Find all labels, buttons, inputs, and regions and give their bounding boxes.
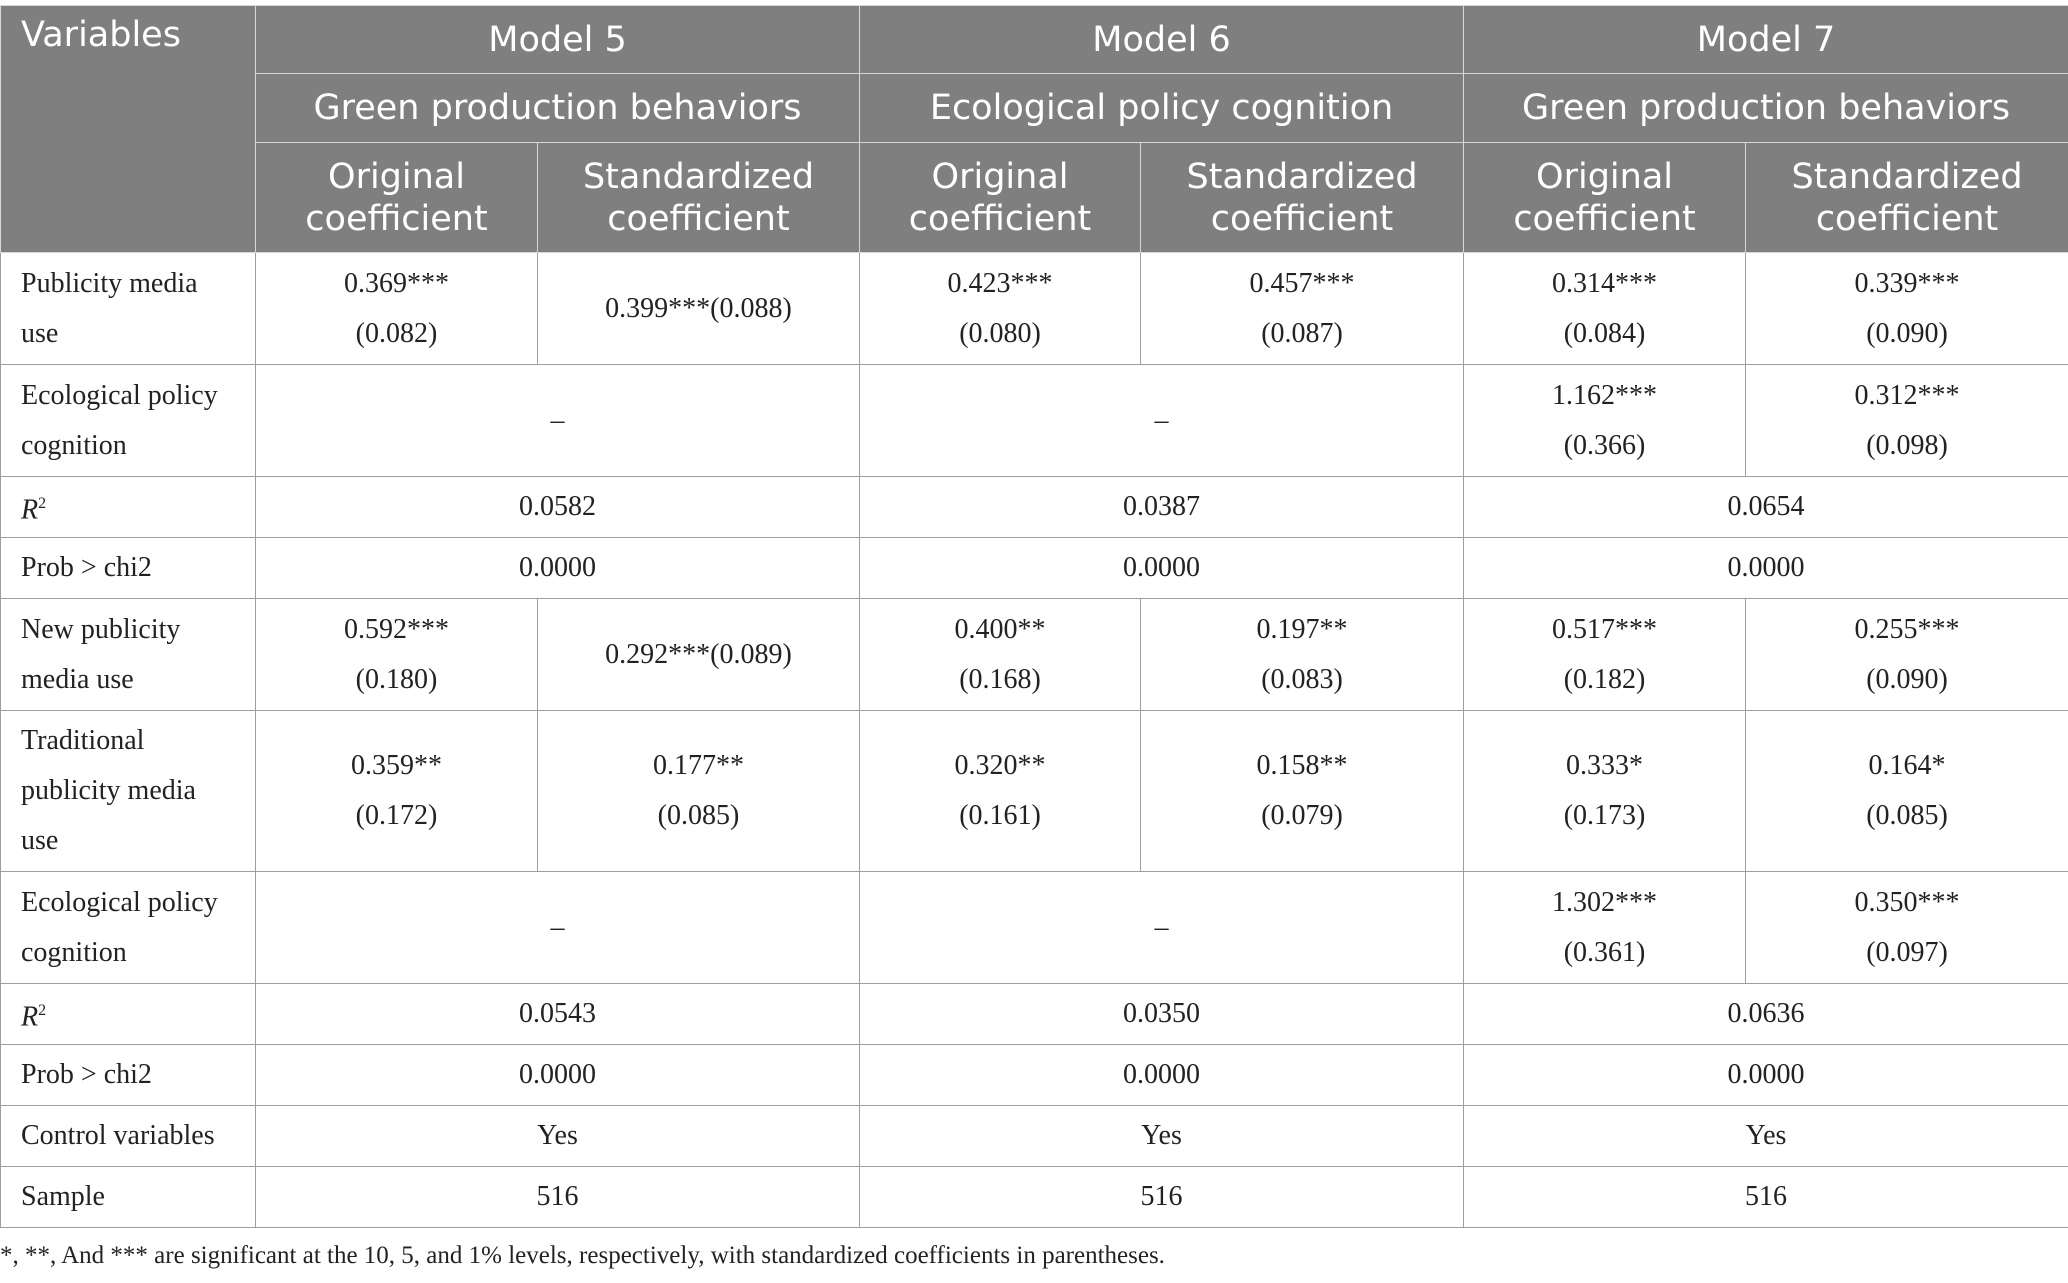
row-label: Ecological policy cognition [1,365,256,477]
cell-m7: 0.0000 [1464,1045,2068,1106]
model-6-header: Model 6 [860,6,1464,74]
cell-m6: 0.0000 [860,538,1464,599]
cell-m5: Yes [256,1106,860,1167]
row-label: Prob > chi2 [1,538,256,599]
cell-m6-original: 0.320** (0.161) [860,711,1141,872]
model-7-dependent: Green production behaviors [1464,74,2068,143]
row-label: New publicity media use [1,599,256,711]
cell-m7-original: 1.162*** (0.366) [1464,365,1746,477]
row-label: $R^2$ [1,984,256,1045]
table-row-r-squared [1,984,2068,1045]
cell-m7: 0.0636 [1464,984,2068,1045]
m7-original-header: Original coefficient [1464,143,1746,253]
cell-m7-original: 0.333* (0.173) [1464,711,1746,872]
cell-m5-original: 0.369*** (0.082) [256,253,538,365]
variables-header: Variables [1,6,256,253]
cell-m6: 0.0387 [860,477,1464,538]
row-label: Sample [1,1167,256,1228]
table-row-ecological-policy-cognition [1,365,2068,477]
row-label: $R^2$ [1,477,256,538]
model-5-header: Model 5 [256,6,860,74]
cell-m7-original: 0.517*** (0.182) [1464,599,1746,711]
model-7-header: Model 7 [1464,6,2068,74]
cell-m7-original: 0.314*** (0.084) [1464,253,1746,365]
regression-table [0,5,2068,1228]
m6-original-header: Original coefficient [860,143,1141,253]
cell-m6-standardized: 0.197** (0.083) [1141,599,1464,711]
cell-m5: 0.0582 [256,477,860,538]
row-label: Ecological policy cognition [1,872,256,984]
row-label: Traditional publicity media use [1,711,256,872]
cell-m7: Yes [1464,1106,2068,1167]
cell-m7-standardized: 0.350*** (0.097) [1746,872,2068,984]
cell-m6: 0.0350 [860,984,1464,1045]
table-row-sample [1,1167,2068,1228]
cell-m5: – [256,365,860,477]
table-row-r-squared [1,477,2068,538]
cell-m7: 516 [1464,1167,2068,1228]
m5-original-header: Original coefficient [256,143,538,253]
cell-m7-original: 1.302*** (0.361) [1464,872,1746,984]
cell-m7-standardized: 0.255*** (0.090) [1746,599,2068,711]
cell-m5: 0.0000 [256,1045,860,1106]
cell-m6-original: 0.400** (0.168) [860,599,1141,711]
cell-m5-standardized: 0.399***(0.088) [538,253,860,365]
cell-m6: – [860,872,1464,984]
table-row-prob-chi2 [1,538,2068,599]
cell-m5-original: 0.359** (0.172) [256,711,538,872]
cell-m5: 516 [256,1167,860,1228]
cell-m6: – [860,365,1464,477]
cell-m7-standardized: 0.312*** (0.098) [1746,365,2068,477]
cell-m6: Yes [860,1106,1464,1167]
table-row-publicity-media-use [1,253,2068,365]
cell-m5-standardized: 0.177** (0.085) [538,711,860,872]
cell-m6-original: 0.423*** (0.080) [860,253,1141,365]
table-row-prob-chi2 [1,1045,2068,1106]
row-label: Control variables [1,1106,256,1167]
m5-standardized-header: Standardized coefficient [538,143,860,253]
cell-m6-standardized: 0.158** (0.079) [1141,711,1464,872]
table-row-ecological-policy-cognition [1,872,2068,984]
cell-m5: – [256,872,860,984]
m7-standardized-header: Standardized coefficient [1746,143,2068,253]
cell-m7-standardized: 0.339*** (0.090) [1746,253,2068,365]
cell-m6: 0.0000 [860,1045,1464,1106]
cell-m5-standardized: 0.292***(0.089) [538,599,860,711]
cell-m6-standardized: 0.457*** (0.087) [1141,253,1464,365]
cell-m7: 0.0654 [1464,477,2068,538]
table-row-control-variables [1,1106,2068,1167]
cell-m7-standardized: 0.164* (0.085) [1746,711,2068,872]
model-5-dependent: Green production behaviors [256,74,860,143]
table-row-new-publicity-media-use [1,599,2068,711]
cell-m5-original: 0.592*** (0.180) [256,599,538,711]
row-label: Publicity media use [1,253,256,365]
model-6-dependent: Ecological policy cognition [860,74,1464,143]
cell-m5: 0.0543 [256,984,860,1045]
row-label: Prob > chi2 [1,1045,256,1106]
cell-m7: 0.0000 [1464,538,2068,599]
m6-standardized-header: Standardized coefficient [1141,143,1464,253]
cell-m5: 0.0000 [256,538,860,599]
table-header [1,6,2068,253]
table-row-traditional-publicity-media-use [1,711,2068,872]
cell-m6: 516 [860,1167,1464,1228]
table-footnote: *, **, And *** are significant at the 10, 5, and 1% levels, respectively, with standardized coefficients in parentheses. [0,1242,1165,1269]
